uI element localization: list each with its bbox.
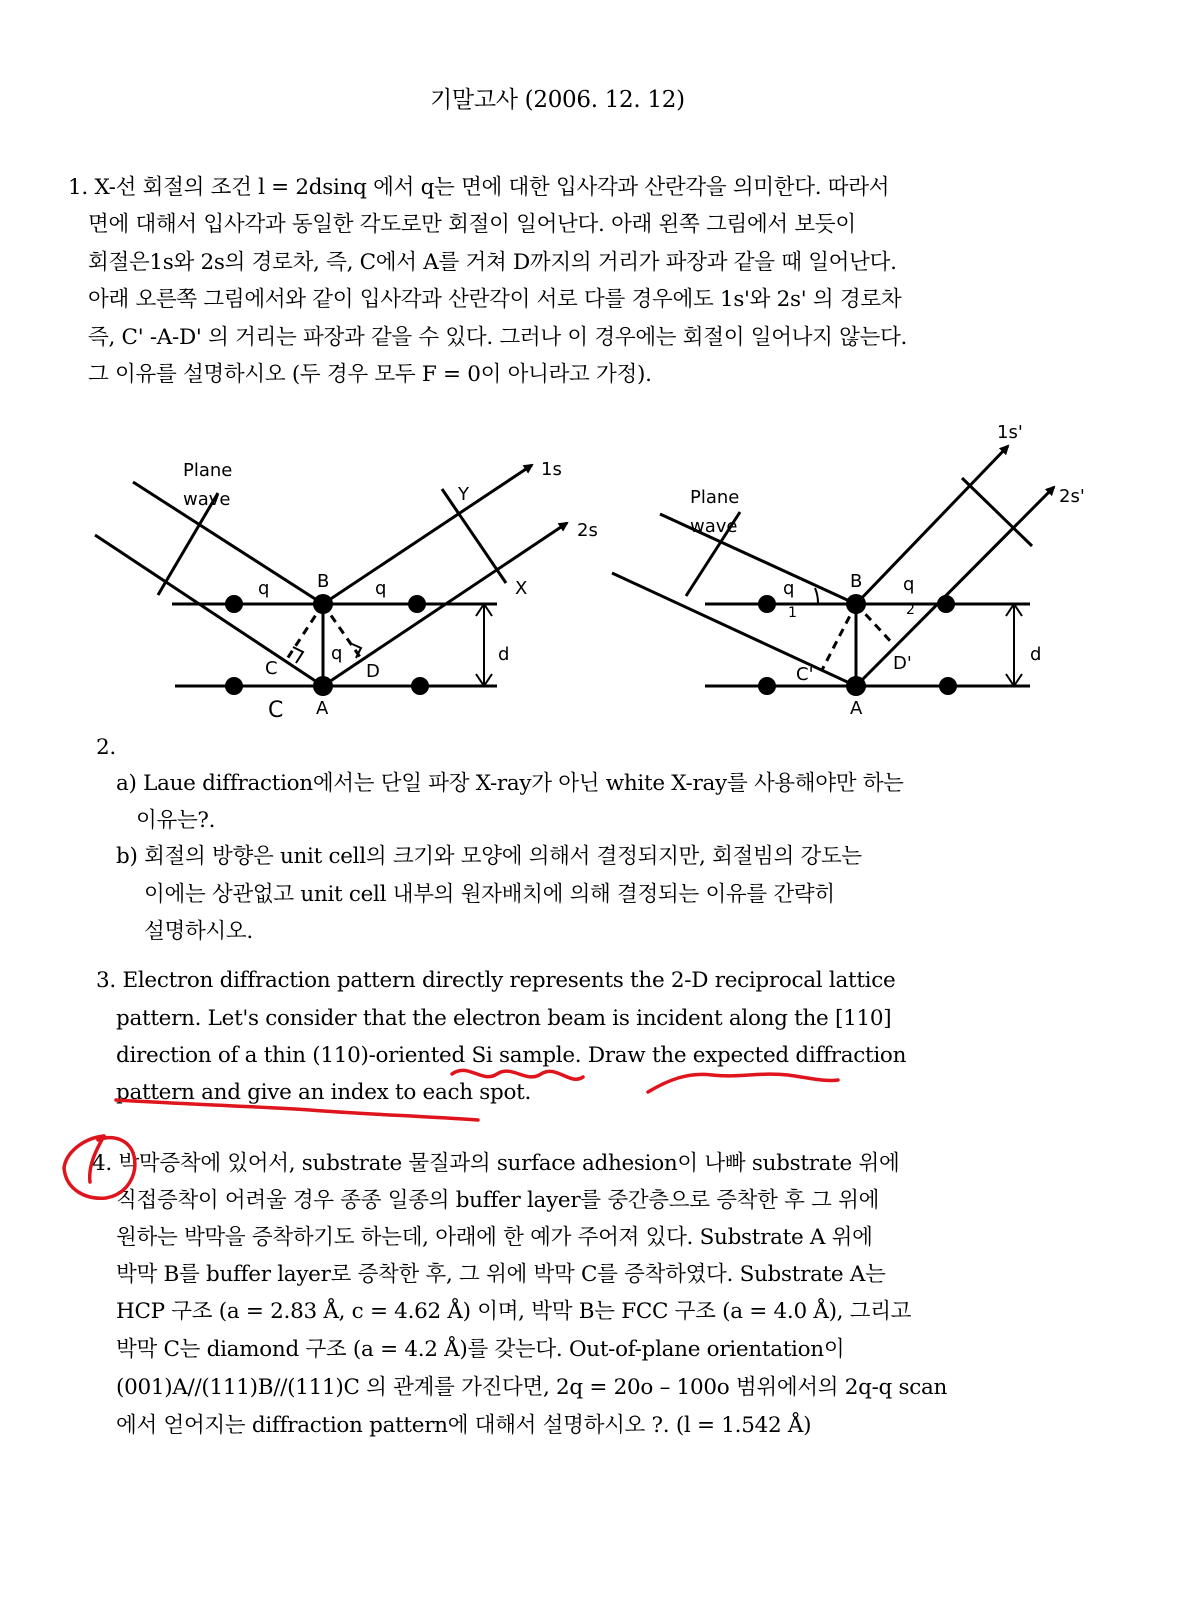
q2-number: 2. [96,735,116,760]
q2-line-4: 이에는 상관없고 unit cell 내부의 원자배치에 의해 결정되는 이유를 간략히 [144,882,835,907]
angle-q-right: q [375,578,387,599]
angle-q1-subscript: 1 [788,605,797,621]
angle-q-left: q [258,578,270,599]
point-a-label: A [316,698,329,719]
point-d-label: D [366,661,380,682]
exam-title: 기말고사 (2006. 12. 12) [430,87,685,113]
q4-line-3: 원하는 박막을 증착하기도 하는데, 아래에 한 예가 주어져 있다. Substrate A 위에 [116,1225,873,1250]
point-y-label: Y [458,484,469,505]
plane-wave-label-1: Plane [183,460,233,481]
q1-line-2: 면에 대해서 입사각과 동일한 각도로만 회절이 일어난다. 아래 왼쪽 그림에서 보듯이 [88,212,856,237]
red-squiggle-underline-2 [648,1074,838,1092]
q1-line-1: 1. X-선 회절의 조건 l = 2dsinq 에서 q는 면에 대한 입사각과 산란각을 의미한다. 따라서 [68,175,890,200]
q2-line-1: a) Laue diffraction에서는 단일 파장 X-ray가 아닌 white X-ray를 사용해야만 하는 [116,771,904,796]
q1-line-6: 그 이유를 설명하시오 (두 경우 모두 F = 0이 아니라고 가정). [88,362,652,387]
q3-line-2: pattern. Let's consider that the electron beam is incident along the [110] [116,1006,892,1031]
point-c-prime-label: C' [796,664,814,685]
red-squiggle-underline-1 [452,1070,583,1079]
q4-line-7: (001)A//(111)B//(111)C 의 관계를 가진다면, 2q = 20o – 100o 범위에서의 2q-q scan [116,1375,948,1400]
d-spacing-label-right: d [1030,644,1042,665]
point-b-label-right: B [850,571,863,592]
plane-wave-label-1-right: Plane [690,487,740,508]
angle-q1-label: q [783,578,795,599]
beam-1s-prime-label: 1s' [997,422,1023,443]
red-circle-inner-stroke [90,1136,104,1182]
angle-q2-label: q [903,574,915,595]
beam-2s-label: 2s [577,520,598,541]
q4-line-2: 직접증착이 어려울 경우 종종 일종의 buffer layer를 중간층으로 증착한 후 그 위에 [116,1188,880,1213]
q4-line-1: 4. 박막증착에 있어서, substrate 물질과의 surface adhesion이 나빠 substrate 위에 [92,1151,900,1176]
q2-line-2: 이유는?. [136,808,216,833]
beam-2s-prime-label: 2s' [1059,486,1085,507]
q2-line-3: b) 회절의 방향은 unit cell의 크기와 모양에 의해서 결정되지만, 회절빔의 강도는 [116,844,862,869]
angle-q2-subscript: 2 [906,602,915,618]
q4-line-8: 에서 얻어지는 diffraction pattern에 대해서 설명하시오 ?. (l = 1.542 Å) [116,1413,812,1438]
q1-line-5: 즉, C' -A-D' 의 거리는 파장과 같을 수 있다. 그러나 이 경우에는 회절이 일어나지 않는다. [88,325,908,350]
q1-line-3: 회절은1s와 2s의 경로차, 즉, C에서 A를 거쳐 D까지의 거리가 파장과 같을 때 일어난다. [88,250,897,275]
q2-line-5: 설명하시오. [144,919,253,944]
q4-line-6: 박막 C는 diamond 구조 (a = 4.2 Å)를 갖는다. Out-of-plane orientation이 [116,1337,845,1362]
point-a-label-right: A [850,698,863,719]
plane-wave-label-2: wave [183,489,231,510]
point-b-label: B [317,571,330,592]
q3-line-3: direction of a thin (110)-oriented Si sample. Draw the expected diffraction [116,1043,907,1068]
q3-line-1: 3. Electron diffraction pattern directly represents the 2-D reciprocal lattice [96,968,896,993]
q3-line-4: pattern and give an index to each spot. [116,1080,532,1105]
q4-line-4: 박막 B를 buffer layer로 증착한 후, 그 위에 박막 C를 증착하였다. Substrate A는 [116,1262,886,1287]
d-spacing-label: d [498,644,510,665]
q4-line-5: HCP 구조 (a = 2.83 Å, c = 4.62 Å) 이며, 박막 B는 FCC 구조 (a = 4.0 Å), 그리고 [116,1299,912,1324]
red-underline-3 [116,1100,478,1120]
angle-q-center: q [331,643,343,664]
point-d-prime-label: D' [893,653,912,674]
point-x-label: X [515,578,528,599]
beam-1s-label: 1s [541,459,562,480]
point-c-label: C [265,658,278,679]
q1-line-4: 아래 오른쪽 그림에서와 같이 입사각과 산란각이 서로 다를 경우에도 1s'와 2s' 의 경로차 [88,287,902,312]
large-c-label: C [268,698,284,723]
plane-wave-label-2-right: wave [690,516,738,537]
